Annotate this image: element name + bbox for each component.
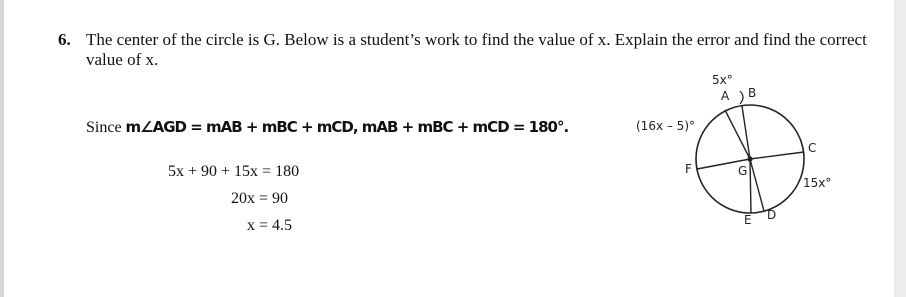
since-label: Since [86, 119, 122, 136]
radius-gd [750, 159, 764, 211]
work-line-3: x = 4.5 [247, 217, 293, 234]
radius-gc [750, 152, 804, 159]
arc-ab-mark [740, 91, 743, 104]
student-work-since-line [86, 118, 568, 137]
label-15x: 15x° [803, 176, 832, 190]
right-scrollbar-edge [894, 0, 906, 297]
question-text: The center of the circle is G. Below is a student’s work to find the value of x. Explain the error and find the correct value of x. [86, 30, 867, 69]
center-point [747, 156, 752, 161]
label-a: A [721, 89, 730, 103]
radius-ge [750, 159, 751, 213]
arc-equation: m∠AGD = mAB + mBC + mCD, mAB + mBC + mCD = 180°. [125, 118, 569, 136]
label-16x: (16x – 5)° [636, 119, 695, 133]
label-d: D [767, 208, 777, 222]
left-margin-edge [0, 0, 4, 297]
label-g: G [738, 164, 748, 178]
label-b: B [748, 86, 757, 100]
label-5x: 5x° [712, 73, 733, 87]
label-f: F [685, 162, 692, 176]
work-line-2: 20x = 90 [231, 190, 289, 207]
label-e: E [744, 213, 752, 227]
circle-diagram [620, 66, 860, 238]
work-line-1: 5x + 90 + 15x = 180 [168, 163, 300, 180]
label-c: C [808, 141, 817, 155]
question-number: 6. [58, 30, 71, 49]
